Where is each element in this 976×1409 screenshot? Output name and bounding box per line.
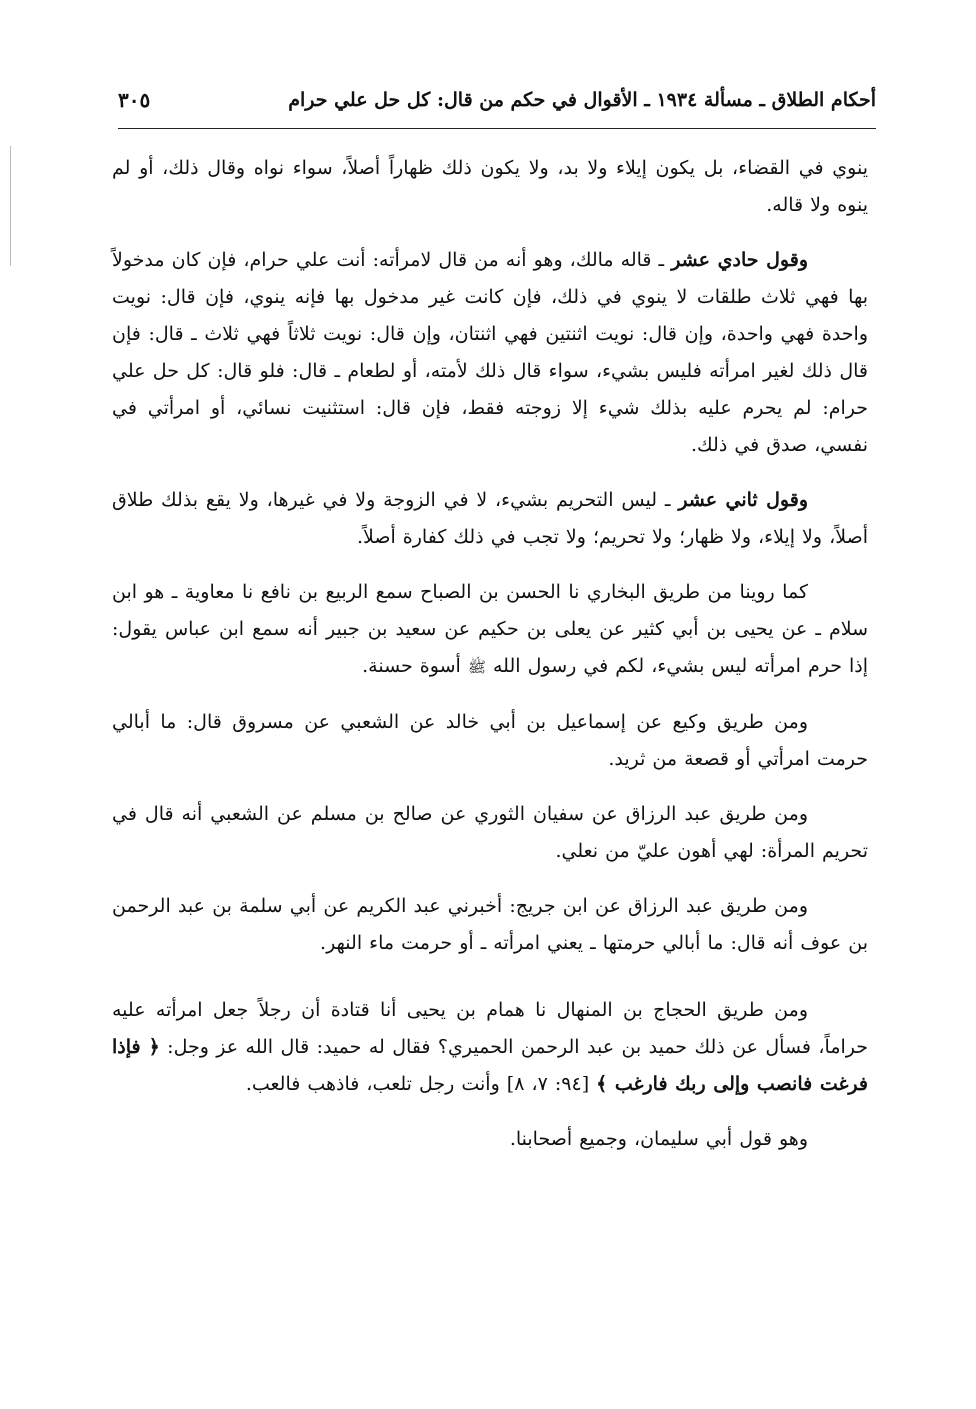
paragraph-text: ومن طريق عبد الرزاق عن سفيان الثوري عن صالح بن مسلم عن الشعبي أنه قال في تحريم المرأة: لهي أهون عليّ من نعلي.	[112, 803, 868, 862]
page-header	[118, 80, 876, 120]
page-number: ٣٠٥	[118, 88, 151, 112]
margin-line	[10, 146, 11, 266]
paragraph-text: ـ قاله مالك، وهو أنه من قال لامرأته: أنت علي حرام، فإن كان مدخولاً بها فهي ثلاث طلقات لا ينوي في ذلك، فإن كانت غير مدخول بها فإنه ينوي، فإن قال: نويت واحدة فهي واحدة، وإن قال: نويت اثنتين فهي اثنتان، وإن قال: نويت ثلاثاً فهي ثلاث ـ قال: فإن قال ذلك لغير امرأته فليس بشيء، سواء قال ذلك لأمته، أو لطعام ـ قال: فلو قال: كل حل علي حرام: لم يحرم عليه بذلك شيء إلا زوجته فقط، فإن قال: استثنيت نسائي، أو امرأتي في نفسي، صدق في ذلك.	[112, 249, 868, 456]
paragraph-5	[112, 704, 868, 778]
paragraph-2	[112, 242, 868, 464]
paragraph-lead: وقول ثاني عشر	[678, 489, 808, 511]
header-rule	[118, 128, 876, 129]
quran-verse: ﴿ فإذا فرغت فانصب وإلى ربك فارغب ﴾	[112, 1036, 868, 1095]
paragraph-lead: وقول حادي عشر	[671, 249, 808, 271]
paragraph-8	[112, 992, 868, 1103]
paragraph-3	[112, 482, 868, 556]
paragraph-tail: [٩٤: ٧، ٨] وأنت رجل تلعب، فاذهب فالعب.	[245, 1073, 597, 1095]
paragraph-text: ومن طريق وكيع عن إسماعيل بن أبي خالد عن الشعبي عن مسروق قال: ما أبالي حرمت امرأتي أو قصعة من ثريد.	[112, 711, 868, 770]
paragraph-4	[112, 574, 868, 686]
paragraph-7	[112, 888, 868, 962]
honorific-mark: ﷺ	[467, 658, 486, 676]
page-body	[112, 150, 868, 1176]
paragraph-6	[112, 796, 868, 870]
running-title: أحكام الطلاق ـ مسألة ١٩٣٤ ـ الأقوال في حكم من قال: كل حل علي حرام	[288, 89, 876, 111]
paragraph-text: ومن طريق عبد الرزاق عن ابن جريج: أخبرني عبد الكريم عن أبي سلمة بن عبد الرحمن بن عوف أنه قال: ما أبالي حرمتها ـ يعني امرأته ـ أو حرمت ماء النهر.	[112, 895, 868, 954]
paragraph-text: ومن طريق الحجاج بن المنهال نا همام بن يحيى أنا قتادة أن رجلاً جعل امرأته عليه حراماً، فسأل عن ذلك حميد بن عبد الرحمن الحميري؟ فقال له حميد: قال الله عز وجل:	[112, 999, 869, 1058]
paragraph-text: وهو قول أبي سليمان، وجميع أصحابنا.	[509, 1128, 808, 1150]
paragraph-text: ـ ليس التحريم بشيء، لا في الزوجة ولا في غيرها، ولا يقع بذلك طلاق أصلاً، ولا إيلاء، ولا ظهار؛ ولا تحريم؛ ولا تجب في ذلك كفارة أصلاً.	[112, 489, 868, 548]
paragraph-text: ينوي في القضاء، بل يكون إيلاء ولا بد، ولا يكون ذلك ظهاراً أصلاً، سواء نواه وقال ذلك، أو لم ينوه ولا قاله.	[112, 157, 868, 216]
paragraph-9	[112, 1121, 868, 1158]
paragraph-1	[112, 150, 868, 224]
paragraph-tail: أسوة حسنة.	[362, 655, 468, 677]
paragraph-text: كما روينا من طريق البخاري نا الحسن بن الصباح سمع الربيع بن نافع نا معاوية ـ هو ابن سلام ـ عن يحيى بن أبي كثير عن يعلى بن حكيم عن سعيد بن جبير أنه سمع ابن عباس يقول: إذا حرم امرأته ليس بشيء، لكم في رسول الله	[112, 581, 868, 677]
